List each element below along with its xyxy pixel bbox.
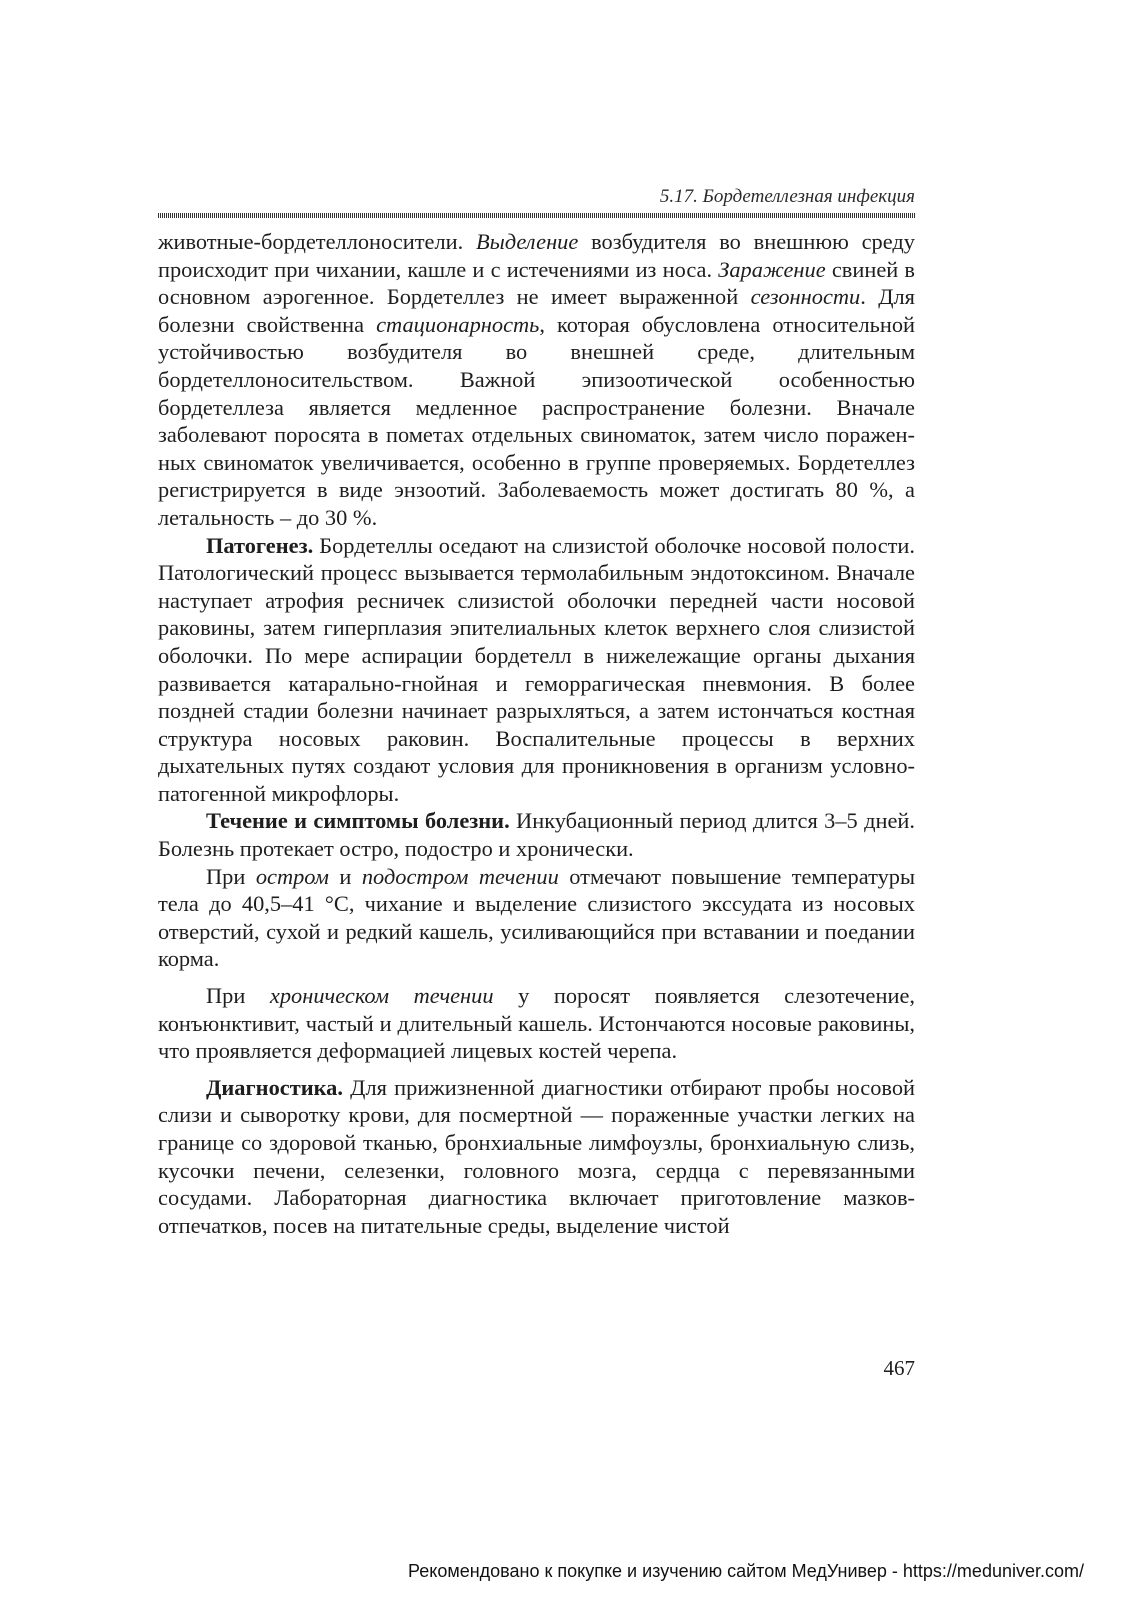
text-run: Для прижизненной диагностики отбирают пробы носовой слизи и сыворотку крови, для посмертной — пораженные участки легких на границе со здоровой тканью, бронхиальные лимфоузлы, бронхиальную слизь, кусочки печени, селезенки, головного мозга, сердца с перевязанными сосудами. Лабораторная диагностика включает приготовление мазков-отпечатков, посев на питательные среды, выделение чистой (158, 1074, 915, 1238)
text-run: Инкубационный период длится 3–5 дней. Болезнь протекает остро, подостро и хронически. (158, 808, 916, 862)
paragraph-course-symptoms (158, 807, 915, 862)
italic-term: хроническом течении (269, 983, 494, 1009)
text-run: возбудителя во внешнюю среду происходит при чихании, кашле и с истечениями из носа. (158, 229, 915, 282)
text-run: и (328, 863, 362, 889)
running-head: 5.17. Бордетеллезная инфекция (659, 186, 915, 207)
bold-heading: Течение и симптомы болезни. (206, 808, 510, 834)
text-run: Бордетеллы оседают на слизистой оболочке носовой полости. Патологический процесс вызывается термолабильным эндотоксином. Вначале наступает атрофия ресничек слизистой оболочки передней части носовой раковины, затем гиперплазия эпителиальных клеток верхнего слоя слизистой оболочки. По мере аспирации бордетелл в нижележащие органы дыхания развивается катарально-гнойная и геморрагическая пневмония. В более поздней стадии болезни начинает разрыхляться, а затем истончаться костная структура носовых раковин. Воспалительные процессы в верхних дыхательных путях создают условия для проникновения в организм условно-патогенной микрофлоры. (158, 532, 915, 806)
paragraph-epizootology (158, 228, 915, 532)
bold-heading: Диагностика. (206, 1074, 343, 1100)
italic-term: стационарность (376, 311, 540, 337)
paragraph-chronic-course (158, 982, 915, 1065)
paragraph-acute-course (158, 863, 915, 973)
bold-heading: Патогенез. (206, 532, 314, 558)
watermark: Рекомендовано к покупке и изучению сайтом МедУнивер - https://meduniver.com/ (408, 1561, 1084, 1581)
text-run: животные-бордетеллоносители. (158, 229, 476, 254)
italic-term: Заражение (718, 256, 826, 282)
italic-term: сезонности (750, 284, 861, 310)
text-run: При (206, 863, 256, 889)
body-text (158, 228, 915, 1239)
text-run: у поросят появляется слезотечение, конъюнктивит, частый и длительный кашель. Истончаются носовые раковины, что проявляется деформацией лицевых костей черепа. (158, 983, 915, 1064)
text-run: отмечают повышение температуры тела до 40,5–41 °С, чихание и выделение слизистого экссудата из носовых отверстий, сухой и редкий кашель, усиливающийся при вставании и поедании корма. (158, 863, 915, 972)
text-run: свиней в основном аэрогенное. Бордетеллез не имеет выраженной (158, 256, 915, 310)
paragraph-pathogenesis (158, 532, 915, 808)
header-rule (158, 213, 915, 218)
italic-term: подостром течении (361, 863, 559, 889)
page-number: 467 (883, 1356, 915, 1380)
text-run: , которая обусловлена относительной устойчивостью возбудителя во внешней среде, длительным бордетеллоносительством. Важной эпизоотической особенностью бордетеллеза является медленное распространение болезни. Вначале заболевают поросята в пометах отдельных свиноматок, затем число пораженных свиноматок увеличивается, особенно в группе проверяемых. Бордетеллез регистрируется в виде энзоотий. Заболеваемость может достигать 80 %, а летальность – до 30 %. (158, 311, 915, 530)
text-run: . Для болезни свойственна (158, 284, 915, 337)
paragraph-diagnostics (158, 1074, 915, 1240)
italic-term: остром (255, 863, 329, 889)
text-run: При (206, 983, 270, 1009)
italic-term: Выделение (475, 229, 579, 254)
